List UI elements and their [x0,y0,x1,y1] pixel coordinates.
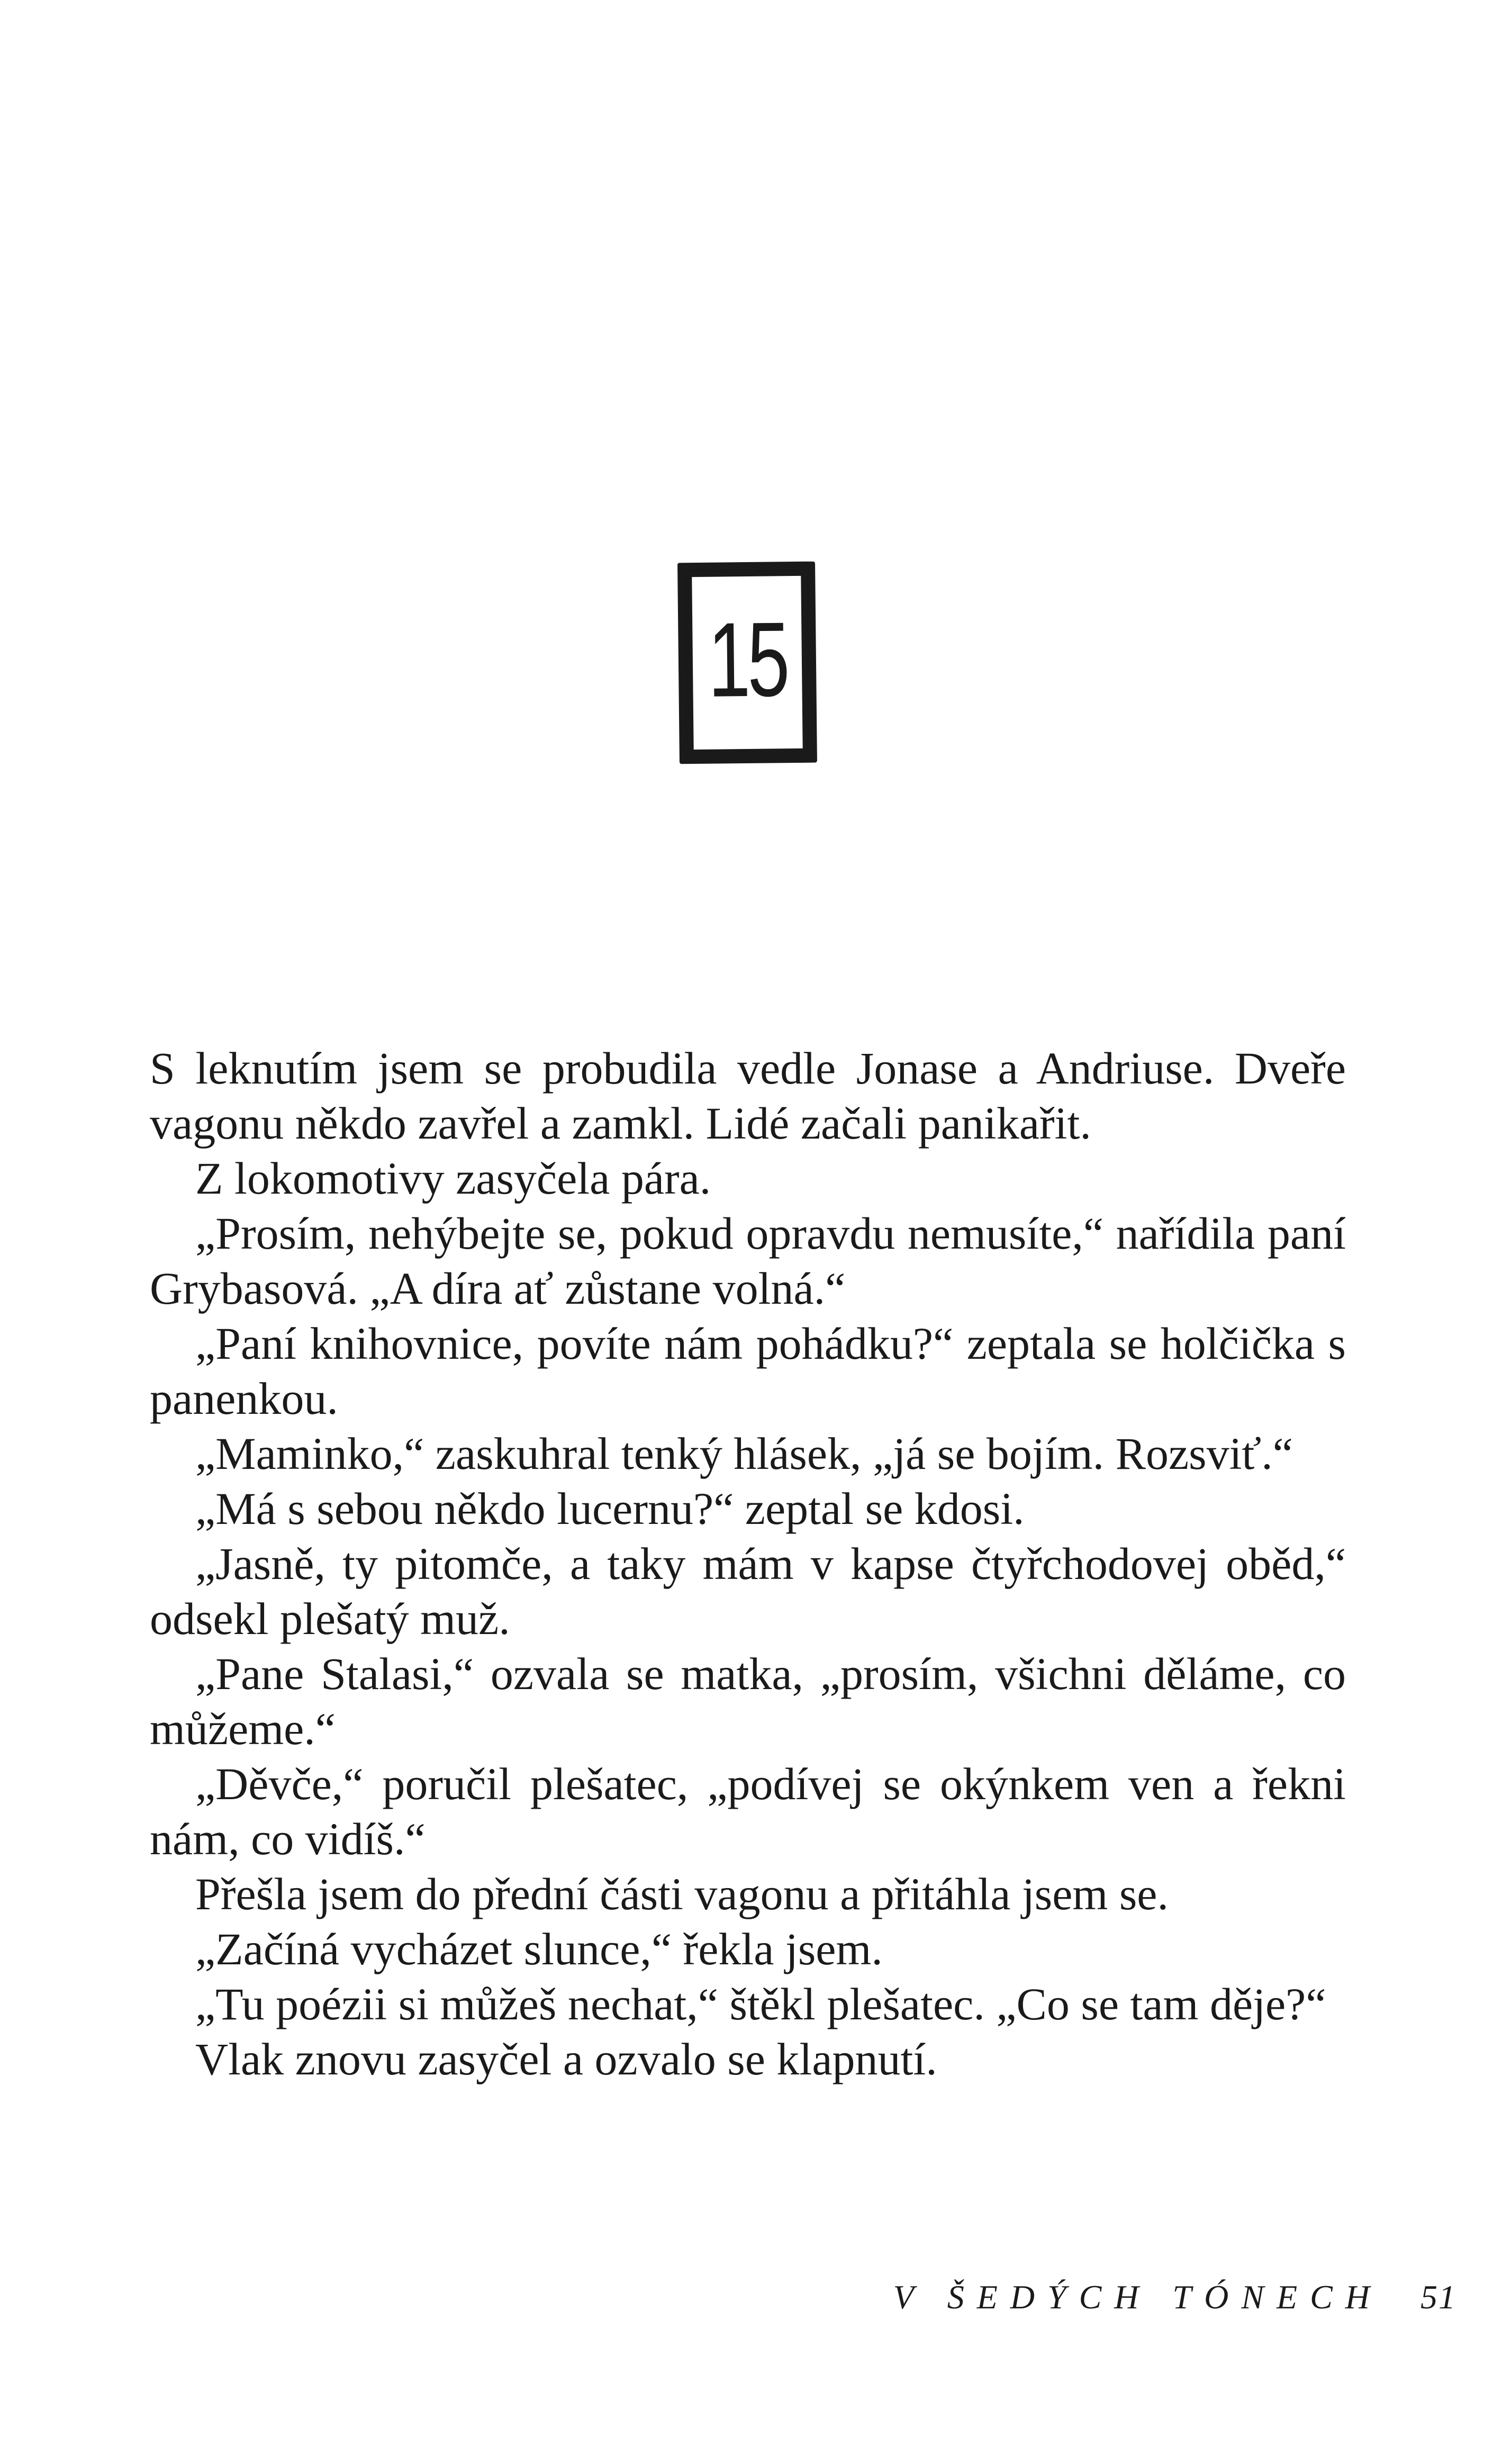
paragraph: „Děvče,“ poručil plešatec, „podívej se okýnkem ven a řekni nám, co vidíš.“ [150,1758,1346,1864]
paragraph: „Pane Stalasi,“ ozvala se matka, „prosím, všichni děláme, co můžeme.“ [150,1648,1346,1754]
page-footer [0,2276,1456,2318]
chapter-body [150,1041,1346,2087]
page-number: 51 [1420,2278,1456,2316]
paragraph: „Začíná vycházet slunce,“ řekla jsem. [195,1924,883,1974]
paragraph: „Maminko,“ zaskuhral tenký hlásek, „já se bojím. Rozsviť.“ [195,1428,1293,1479]
paragraph: „Má s sebou někdo lucernu?“ zeptal se kdosi. [195,1483,1025,1534]
chapter-number-frame [677,562,817,764]
paragraph: „Tu poézii si můžeš nechat,“ štěkl plešatec. „Co se tam děje?“ [195,1979,1326,2029]
running-title: V ŠEDÝCH TÓNECH [893,2278,1382,2316]
paragraph: Přešla jsem do přední části vagonu a přitáhla jsem se. [195,1869,1169,1919]
paragraph: S leknutím jsem se probudila vedle Jonase a Andriuse. Dveře vagonu někdo zavřel a zamkl. Lidé začali panikařit. [150,1043,1346,1149]
paragraph: „Paní knihovnice, povíte nám pohádku?“ zeptala se holčička s panenkou. [150,1318,1346,1424]
paragraph: Vlak znovu zasyčel a ozvalo se klapnutí. [195,2034,937,2084]
chapter-number: 15 [707,600,788,719]
paragraph: „Jasně, ty pitomče, a taky mám v kapse čtyřchodovej oběd,“ odsekl plešatý muž. [150,1538,1346,1644]
paragraph: Z lokomotivy zasyčela pára. [195,1153,711,1204]
paragraph: „Prosím, nehýbejte se, pokud opravdu nemusíte,“ nařídila paní Grybasová. „A díra ať zůstane volná.“ [150,1208,1346,1314]
